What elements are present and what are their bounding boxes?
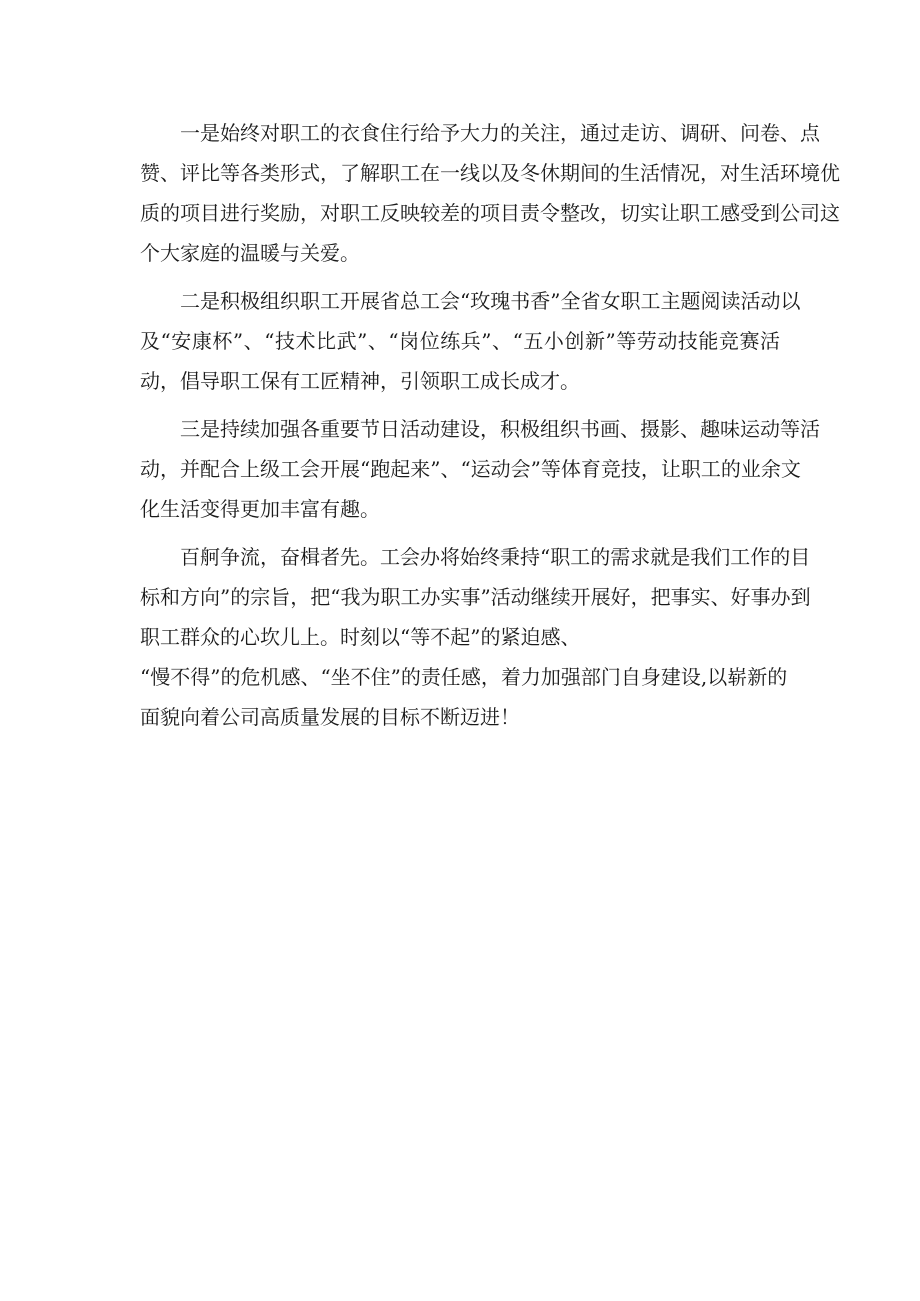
paragraph-1 <box>140 113 840 273</box>
paragraph-2 <box>140 281 801 401</box>
paragraph-line: 标和方向”的宗旨，把“我为职工办实事”活动继续开展好，把事实、好事办到 <box>140 585 811 609</box>
paragraph-line: 百舸争流，奋楫者先。工会办将始终秉持“职工的需求就是我们工作的目 <box>180 545 811 569</box>
paragraph-gap <box>140 401 780 409</box>
paragraph-line: “慢不得”的危机感、“坐不住”的责任感，着力加强部门自身建设,以崭新的 <box>140 665 788 689</box>
paragraph-line: 一是始终对职工的衣食住行给予大力的关注，通过走访、调研、问卷、点 <box>180 121 820 145</box>
paragraph-line: 三是持续加强各重要节日活动建设，积极组织书画、摄影、趣味运动等活 <box>180 417 820 441</box>
paragraph-gap <box>140 273 780 281</box>
paragraph-3 <box>140 409 820 529</box>
paragraph-line: 及“安康杯”、“技术比武”、“岗位练兵”、“五小创新”等劳动技能竞赛活 <box>140 329 780 353</box>
paragraph-line: 动，倡导职工保有工匠精神，引领职工成长成才。 <box>140 369 580 393</box>
paragraph-line: 面貌向着公司高质量发展的目标不断迈进！ <box>140 705 520 729</box>
paragraph-line: 职工群众的心坎儿上。时刻以“等不起”的紧迫感、 <box>140 625 581 649</box>
paragraph-line: 个大家庭的温暖与关爱。 <box>140 241 360 265</box>
paragraph-line: 二是积极组织职工开展省总工会“玫瑰书香”全省女职工主题阅读活动以 <box>180 289 801 313</box>
paragraph-line: 质的项目进行奖励，对职工反映较差的项目责令整改，切实让职工感受到公司这 <box>140 201 840 225</box>
document-body <box>140 113 840 737</box>
paragraph-line: 动，并配合上级工会开展“跑起来”、“运动会”等体育竞技，让职工的业余文 <box>140 457 801 481</box>
paragraph-4 <box>140 537 811 737</box>
paragraph-line: 化生活变得更加丰富有趣。 <box>140 497 380 521</box>
paragraph-line: 赞、评比等各类形式，了解职工在一线以及冬休期间的生活情况，对生活环境优 <box>140 161 840 185</box>
paragraph-gap <box>140 529 780 537</box>
